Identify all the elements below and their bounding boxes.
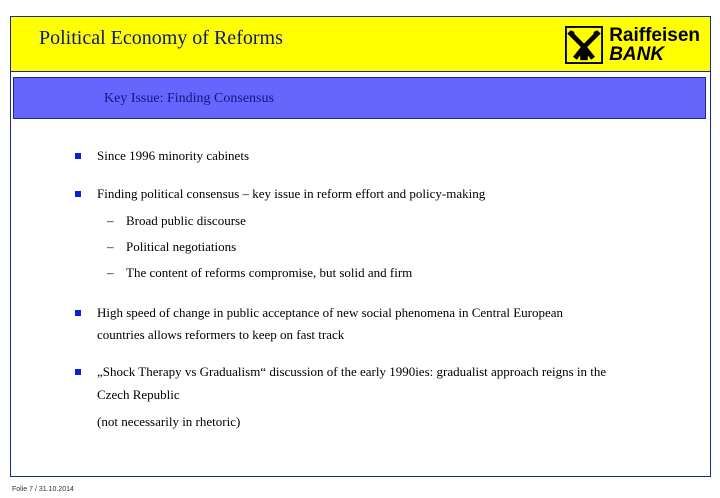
bullet-square-icon [75,310,81,316]
slide-title: Political Economy of Reforms [39,27,283,49]
bullet-text: Since 1996 minority cabinets [97,148,250,163]
crossed-gables-icon [565,26,603,64]
bullet-text: Finding political consensus – key issue in reform effort and policy-making [97,186,486,201]
bullet-square-icon [75,191,81,197]
slide-frame [10,16,711,477]
subbullet-dash: – [107,265,114,280]
logo-wordmark-bottom: BANK [609,44,665,65]
raiffeisen-logo [565,23,700,67]
subbullet-text: Political negotiations [126,239,237,254]
bullet-text: High speed of change in public acceptance of new social phenomena in Central European [97,305,564,320]
subbullet-dash: – [107,213,114,228]
subheader-title: Key Issue: Finding Consensus [104,91,274,106]
bullet-text-continued: Czech Republic [97,387,180,402]
bullet-square-icon [75,369,81,375]
bullet-text-continued: countries allows reformers to keep on fast track [97,327,345,342]
logo-wordmark-top: Raiffeisen [609,25,700,46]
bullet-square-icon [75,153,81,159]
subbullet-dash: – [107,239,114,254]
slide-footer: Folie 7 / 31.10.2014 [12,486,74,493]
bullet-note: (not necessarily in rhetoric) [97,414,241,429]
subbullet-text: Broad public discourse [126,213,246,228]
bullet-text: „Shock Therapy vs Gradualism“ discussion of the early 1990ies: gradualist approach reigns in the [97,364,607,379]
header-bar [11,17,710,72]
subheader-bar [13,77,706,119]
subbullet-text: The content of reforms compromise, but solid and firm [126,265,413,280]
